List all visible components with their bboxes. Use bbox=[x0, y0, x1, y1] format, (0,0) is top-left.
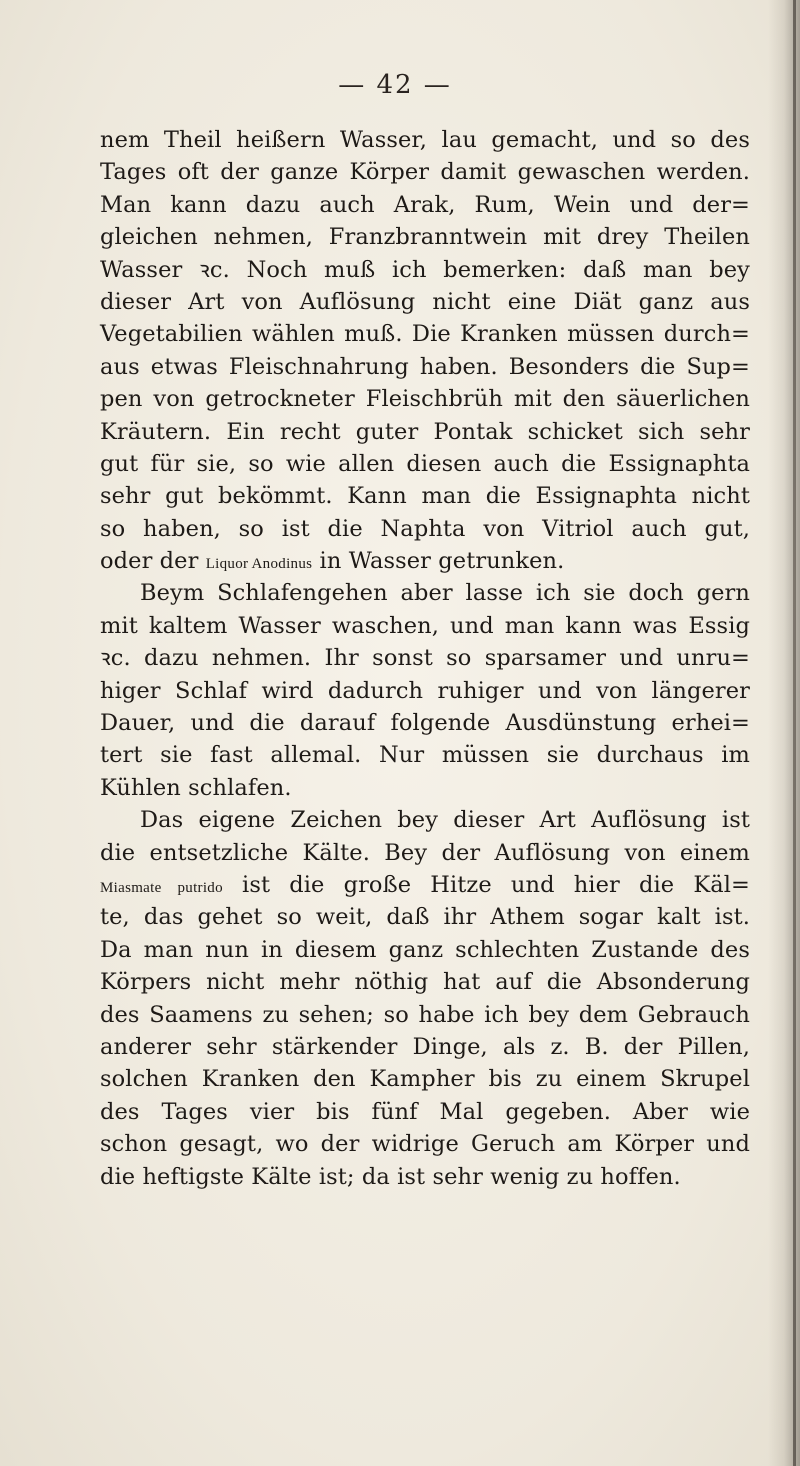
text-line: schon gesagt, wo der widrige Geruch am Körper und bbox=[100, 1131, 750, 1158]
paragraph-start-line: Beym Schlafengehen aber lasse ich sie doch gern bbox=[140, 580, 750, 607]
text-line: Körpers nicht mehr nöthig hat auf die Absonderung bbox=[100, 969, 750, 996]
text-line: te, das gehet so weit, daß ihr Athem sogar kalt ist. bbox=[100, 904, 750, 931]
text-line: so haben, so ist die Naphta von Vitriol auch gut, bbox=[100, 515, 750, 542]
text-line: aus etwas Fleischnahrung haben. Besonders die Sup= bbox=[100, 353, 750, 380]
text-line: anderer sehr stärkender Dinge, als z. B. der Pillen, bbox=[100, 1033, 750, 1060]
text-line: gut für sie, so wie allen diesen auch die Essignaphta bbox=[100, 450, 750, 477]
text-line: nem Theil heißern Wasser, lau gemacht, und so des bbox=[100, 127, 750, 153]
text-line: Vegetabilien wählen muß. Die Kranken müssen durch= bbox=[100, 321, 750, 348]
page-number: — 42 — bbox=[338, 70, 452, 100]
text-line: des Saamens zu sehen; so habe ich bey dem Gebrauch bbox=[100, 1001, 750, 1028]
text-line: Wasser ꝛc. Noch muß ich bemerken: daß man bey bbox=[100, 256, 750, 283]
paragraph-start-line: Das eigene Zeichen bey dieser Art Auflösung ist bbox=[140, 807, 750, 834]
text-line: Dauer, und die darauf folgende Ausdünstung erhei= bbox=[100, 710, 750, 737]
latin-term: Liquor Anodinus bbox=[205, 556, 313, 573]
text-line: Tages oft der ganze Körper damit gewaschen werden. bbox=[100, 159, 750, 186]
text-line: gleichen nehmen, Franzbranntwein mit drey Theilen bbox=[100, 224, 750, 251]
text-line: solchen Kranken den Kampher bis zu einem Skrupel bbox=[100, 1066, 750, 1093]
text-line: ꝛc. dazu nehmen. Ihr sonst so sparsamer und unru= bbox=[100, 645, 750, 672]
text-line: die heftigste Kälte ist; da ist sehr wenig zu hoffen. bbox=[100, 1163, 681, 1190]
text-line: die entsetzliche Kälte. Bey der Auflösung von einem bbox=[100, 839, 750, 866]
text-line: Kühlen schlafen. bbox=[100, 774, 292, 801]
text-line: sehr gut bekömmt. Kann man die Essignaphta nicht bbox=[100, 483, 750, 510]
text-line: tert sie fast allemal. Nur müssen sie durchaus im bbox=[100, 742, 750, 769]
text-line: mit kaltem Wasser waschen, und man kann was Essig bbox=[100, 612, 750, 639]
text-line: des Tages vier bis fünf Mal gegeben. Aber wie bbox=[100, 1098, 750, 1125]
latin-term: Miasmate putrido bbox=[100, 879, 223, 896]
text-line: Kräutern. Ein recht guter Pontak schicket sich sehr bbox=[100, 418, 750, 445]
text-line bbox=[100, 869, 750, 901]
text-segment: ist die große Hitze und hier die Käl= bbox=[222, 871, 751, 898]
page-edge-shadow bbox=[793, 0, 796, 1466]
text-line bbox=[100, 545, 750, 577]
text-line: Man kann dazu auch Arak, Rum, Wein und der= bbox=[100, 191, 750, 218]
text-segment: oder der bbox=[100, 548, 206, 575]
text-line: pen von getrockneter Fleischbrüh mit den säuerlichen bbox=[100, 386, 750, 413]
text-line: Da man nun in diesem ganz schlechten Zustande des bbox=[100, 936, 750, 963]
text-segment: in Wasser getrunken. bbox=[312, 548, 565, 575]
text-line: dieser Art von Auflösung nicht eine Diät ganz aus bbox=[100, 288, 750, 315]
body-text bbox=[100, 124, 750, 1193]
text-line: higer Schlaf wird dadurch ruhiger und von längerer bbox=[100, 677, 750, 704]
